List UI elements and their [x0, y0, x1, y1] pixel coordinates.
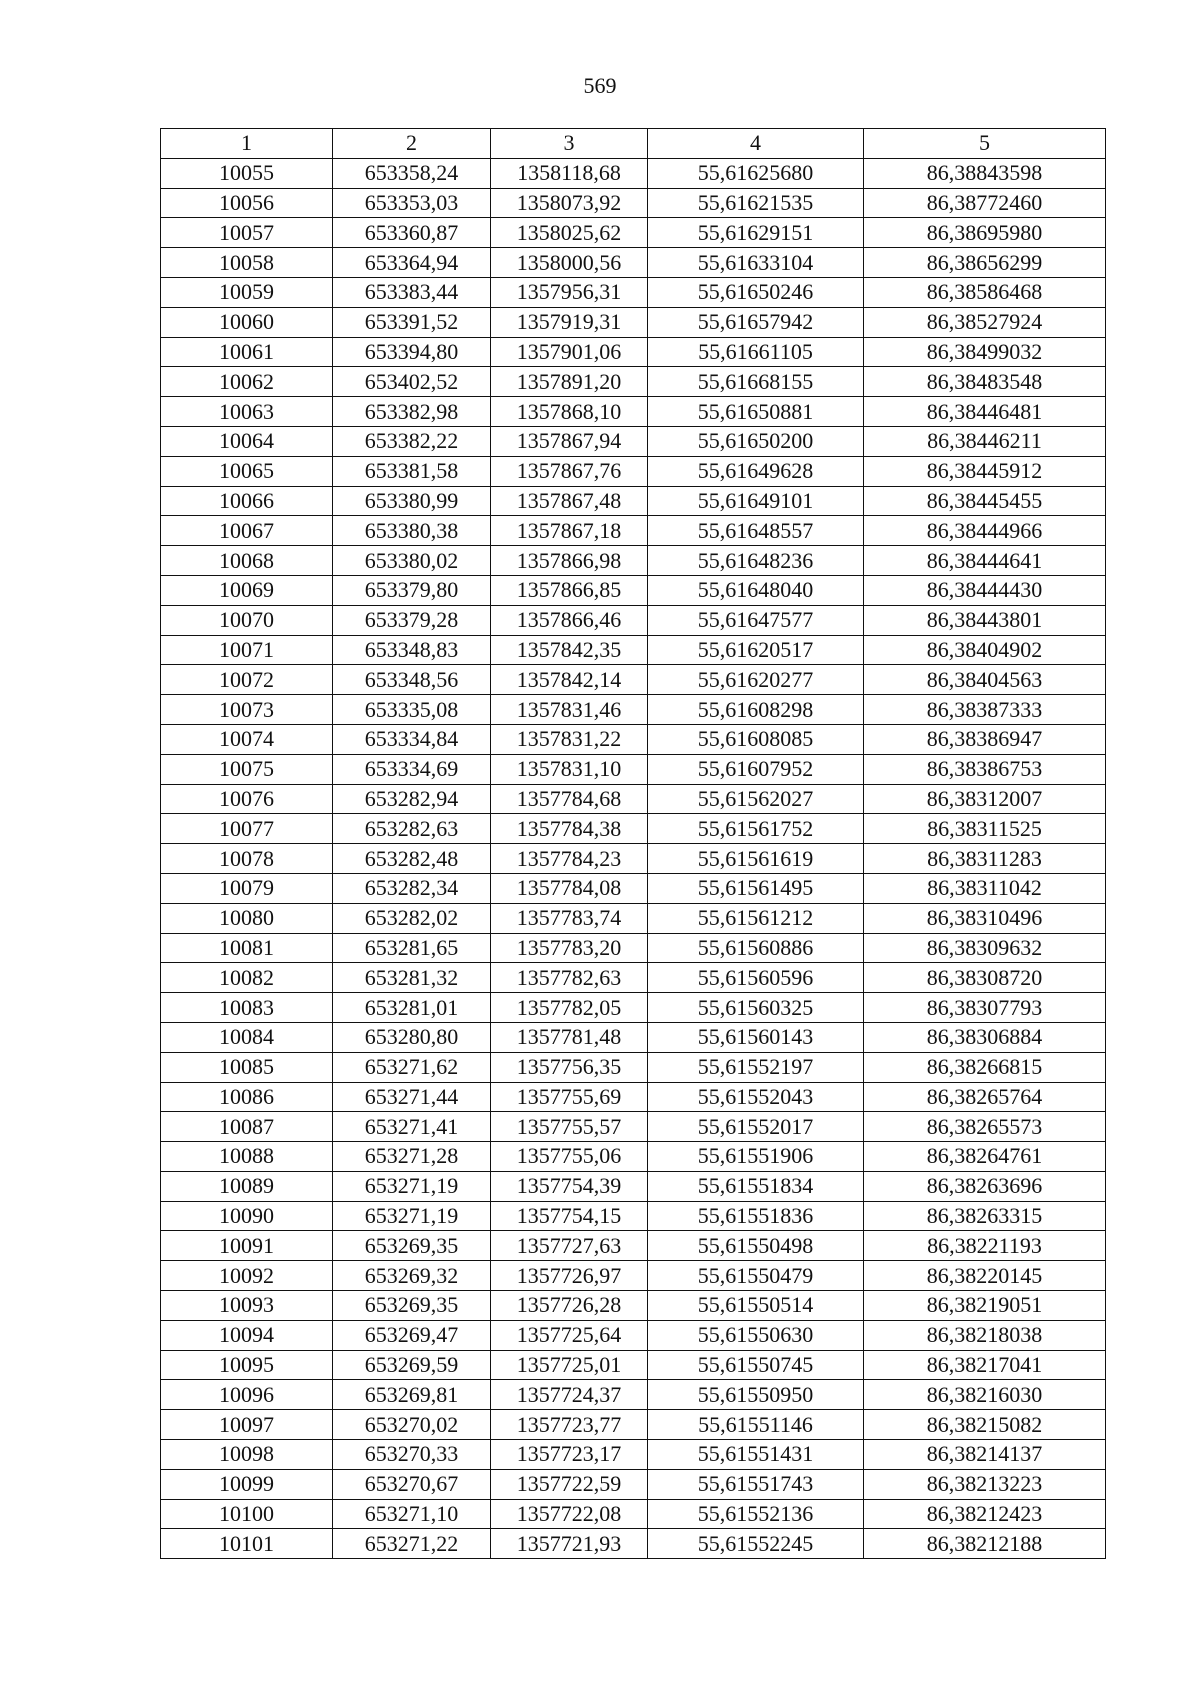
latitude-cell: 55,61561212: [648, 903, 864, 933]
page-number: 569: [583, 73, 617, 98]
latitude-cell: 55,61649628: [648, 456, 864, 486]
y-coordinate-cell: 1357755,06: [491, 1142, 648, 1172]
longitude-cell: 86,38306884: [864, 1022, 1106, 1052]
table-row: [161, 635, 1106, 665]
latitude-cell: 55,61552017: [648, 1112, 864, 1142]
table-row: [161, 1469, 1106, 1499]
latitude-cell: 55,61629151: [648, 218, 864, 248]
latitude-cell: 55,61650200: [648, 426, 864, 456]
table-row: [161, 158, 1106, 188]
x-coordinate-cell: 653380,38: [333, 516, 491, 546]
longitude-cell: 86,38444966: [864, 516, 1106, 546]
latitude-cell: 55,61551836: [648, 1201, 864, 1231]
longitude-cell: 86,38265764: [864, 1082, 1106, 1112]
x-coordinate-cell: 653271,41: [333, 1112, 491, 1142]
coordinates-table: [160, 128, 1106, 1559]
x-coordinate-cell: 653382,22: [333, 426, 491, 456]
table-row: [161, 933, 1106, 963]
table-row: [161, 248, 1106, 278]
latitude-cell: 55,61552197: [648, 1052, 864, 1082]
x-coordinate-cell: 653281,32: [333, 963, 491, 993]
x-coordinate-cell: 653381,58: [333, 456, 491, 486]
x-coordinate-cell: 653281,01: [333, 993, 491, 1023]
longitude-cell: 86,38446211: [864, 426, 1106, 456]
point-number-cell: 10071: [161, 635, 333, 665]
latitude-cell: 55,61550479: [648, 1261, 864, 1291]
latitude-cell: 55,61560325: [648, 993, 864, 1023]
latitude-cell: 55,61552245: [648, 1529, 864, 1559]
x-coordinate-cell: 653270,02: [333, 1410, 491, 1440]
point-number-cell: 10088: [161, 1142, 333, 1172]
y-coordinate-cell: 1357726,28: [491, 1291, 648, 1321]
y-coordinate-cell: 1357866,46: [491, 605, 648, 635]
table-row: [161, 1142, 1106, 1172]
point-number-cell: 10093: [161, 1291, 333, 1321]
x-coordinate-cell: 653380,99: [333, 486, 491, 516]
y-coordinate-cell: 1357783,20: [491, 933, 648, 963]
y-coordinate-cell: 1357868,10: [491, 397, 648, 427]
point-number-cell: 10064: [161, 426, 333, 456]
point-number-cell: 10069: [161, 575, 333, 605]
longitude-cell: 86,38404563: [864, 665, 1106, 695]
table-row: [161, 1261, 1106, 1291]
table-row: [161, 1082, 1106, 1112]
table-row: [161, 307, 1106, 337]
table-row: [161, 993, 1106, 1023]
latitude-cell: 55,61621535: [648, 188, 864, 218]
x-coordinate-cell: 653380,02: [333, 546, 491, 576]
point-number-cell: 10057: [161, 218, 333, 248]
x-coordinate-cell: 653353,03: [333, 188, 491, 218]
point-number-cell: 10066: [161, 486, 333, 516]
longitude-cell: 86,38266815: [864, 1052, 1106, 1082]
table-row: [161, 1380, 1106, 1410]
table-row: [161, 903, 1106, 933]
x-coordinate-cell: 653282,48: [333, 844, 491, 874]
longitude-cell: 86,38265573: [864, 1112, 1106, 1142]
longitude-cell: 86,38218038: [864, 1320, 1106, 1350]
longitude-cell: 86,38445912: [864, 456, 1106, 486]
point-number-cell: 10099: [161, 1469, 333, 1499]
x-coordinate-cell: 653269,32: [333, 1261, 491, 1291]
x-coordinate-cell: 653348,56: [333, 665, 491, 695]
longitude-cell: 86,38263696: [864, 1171, 1106, 1201]
longitude-cell: 86,38309632: [864, 933, 1106, 963]
point-number-cell: 10091: [161, 1231, 333, 1261]
point-number-cell: 10078: [161, 844, 333, 874]
x-coordinate-cell: 653335,08: [333, 695, 491, 725]
latitude-cell: 55,61608298: [648, 695, 864, 725]
x-coordinate-cell: 653271,10: [333, 1499, 491, 1529]
latitude-cell: 55,61648557: [648, 516, 864, 546]
y-coordinate-cell: 1357901,06: [491, 337, 648, 367]
x-coordinate-cell: 653282,63: [333, 814, 491, 844]
longitude-cell: 86,38312007: [864, 784, 1106, 814]
x-coordinate-cell: 653391,52: [333, 307, 491, 337]
longitude-cell: 86,38264761: [864, 1142, 1106, 1172]
point-number-cell: 10056: [161, 188, 333, 218]
point-number-cell: 10100: [161, 1499, 333, 1529]
latitude-cell: 55,61633104: [648, 248, 864, 278]
latitude-cell: 55,61657942: [648, 307, 864, 337]
point-number-cell: 10075: [161, 754, 333, 784]
x-coordinate-cell: 653271,28: [333, 1142, 491, 1172]
x-coordinate-cell: 653282,02: [333, 903, 491, 933]
longitude-cell: 86,38444641: [864, 546, 1106, 576]
latitude-cell: 55,61620277: [648, 665, 864, 695]
latitude-cell: 55,61648040: [648, 575, 864, 605]
x-coordinate-cell: 653271,19: [333, 1171, 491, 1201]
point-number-cell: 10083: [161, 993, 333, 1023]
point-number-cell: 10058: [161, 248, 333, 278]
x-coordinate-cell: 653394,80: [333, 337, 491, 367]
longitude-cell: 86,38216030: [864, 1380, 1106, 1410]
y-coordinate-cell: 1357831,22: [491, 724, 648, 754]
longitude-cell: 86,38308720: [864, 963, 1106, 993]
y-coordinate-cell: 1357784,68: [491, 784, 648, 814]
point-number-cell: 10068: [161, 546, 333, 576]
x-coordinate-cell: 653269,81: [333, 1380, 491, 1410]
y-coordinate-cell: 1357784,23: [491, 844, 648, 874]
x-coordinate-cell: 653280,80: [333, 1022, 491, 1052]
latitude-cell: 55,61551906: [648, 1142, 864, 1172]
y-coordinate-cell: 1357725,64: [491, 1320, 648, 1350]
point-number-cell: 10055: [161, 158, 333, 188]
y-coordinate-cell: 1357722,08: [491, 1499, 648, 1529]
point-number-cell: 10067: [161, 516, 333, 546]
longitude-cell: 86,38215082: [864, 1410, 1106, 1440]
y-coordinate-cell: 1357782,05: [491, 993, 648, 1023]
x-coordinate-cell: 653334,69: [333, 754, 491, 784]
longitude-cell: 86,38527924: [864, 307, 1106, 337]
latitude-cell: 55,61661105: [648, 337, 864, 367]
longitude-cell: 86,38311525: [864, 814, 1106, 844]
y-coordinate-cell: 1357866,85: [491, 575, 648, 605]
table-row: [161, 546, 1106, 576]
table-row: [161, 844, 1106, 874]
y-coordinate-cell: 1358118,68: [491, 158, 648, 188]
x-coordinate-cell: 653379,28: [333, 605, 491, 635]
point-number-cell: 10087: [161, 1112, 333, 1142]
longitude-cell: 86,38772460: [864, 188, 1106, 218]
y-coordinate-cell: 1357831,46: [491, 695, 648, 725]
x-coordinate-cell: 653269,47: [333, 1320, 491, 1350]
x-coordinate-cell: 653282,34: [333, 873, 491, 903]
header-cell: 2: [333, 129, 491, 159]
x-coordinate-cell: 653269,35: [333, 1291, 491, 1321]
point-number-cell: 10082: [161, 963, 333, 993]
longitude-cell: 86,38843598: [864, 158, 1106, 188]
table-row: [161, 337, 1106, 367]
y-coordinate-cell: 1357755,57: [491, 1112, 648, 1142]
latitude-cell: 55,61550745: [648, 1350, 864, 1380]
longitude-cell: 86,38221193: [864, 1231, 1106, 1261]
y-coordinate-cell: 1357781,48: [491, 1022, 648, 1052]
point-number-cell: 10073: [161, 695, 333, 725]
table-row: [161, 1320, 1106, 1350]
longitude-cell: 86,38386753: [864, 754, 1106, 784]
x-coordinate-cell: 653348,83: [333, 635, 491, 665]
x-coordinate-cell: 653379,80: [333, 575, 491, 605]
latitude-cell: 55,61650246: [648, 277, 864, 307]
point-number-cell: 10101: [161, 1529, 333, 1559]
latitude-cell: 55,61562027: [648, 784, 864, 814]
table-row: [161, 1231, 1106, 1261]
table-row: [161, 426, 1106, 456]
y-coordinate-cell: 1357756,35: [491, 1052, 648, 1082]
y-coordinate-cell: 1357867,48: [491, 486, 648, 516]
point-number-cell: 10063: [161, 397, 333, 427]
latitude-cell: 55,61647577: [648, 605, 864, 635]
y-coordinate-cell: 1357783,74: [491, 903, 648, 933]
point-number-cell: 10072: [161, 665, 333, 695]
x-coordinate-cell: 653281,65: [333, 933, 491, 963]
longitude-cell: 86,38219051: [864, 1291, 1106, 1321]
point-number-cell: 10092: [161, 1261, 333, 1291]
table-row: [161, 277, 1106, 307]
y-coordinate-cell: 1358073,92: [491, 188, 648, 218]
point-number-cell: 10094: [161, 1320, 333, 1350]
y-coordinate-cell: 1357754,39: [491, 1171, 648, 1201]
latitude-cell: 55,61550630: [648, 1320, 864, 1350]
longitude-cell: 86,38586468: [864, 277, 1106, 307]
point-number-cell: 10090: [161, 1201, 333, 1231]
longitude-cell: 86,38444430: [864, 575, 1106, 605]
x-coordinate-cell: 653383,44: [333, 277, 491, 307]
x-coordinate-cell: 653334,84: [333, 724, 491, 754]
longitude-cell: 86,38499032: [864, 337, 1106, 367]
x-coordinate-cell: 653282,94: [333, 784, 491, 814]
latitude-cell: 55,61551146: [648, 1410, 864, 1440]
table-row: [161, 575, 1106, 605]
y-coordinate-cell: 1357721,93: [491, 1529, 648, 1559]
longitude-cell: 86,38443801: [864, 605, 1106, 635]
table-row: [161, 814, 1106, 844]
table-row: [161, 1052, 1106, 1082]
latitude-cell: 55,61560143: [648, 1022, 864, 1052]
y-coordinate-cell: 1357784,08: [491, 873, 648, 903]
y-coordinate-cell: 1357842,35: [491, 635, 648, 665]
x-coordinate-cell: 653271,44: [333, 1082, 491, 1112]
x-coordinate-cell: 653382,98: [333, 397, 491, 427]
table-row: [161, 724, 1106, 754]
table-row: [161, 1022, 1106, 1052]
y-coordinate-cell: 1357723,17: [491, 1440, 648, 1470]
x-coordinate-cell: 653269,59: [333, 1350, 491, 1380]
longitude-cell: 86,38446481: [864, 397, 1106, 427]
y-coordinate-cell: 1357722,59: [491, 1469, 648, 1499]
latitude-cell: 55,61550950: [648, 1380, 864, 1410]
y-coordinate-cell: 1357727,63: [491, 1231, 648, 1261]
x-coordinate-cell: 653358,24: [333, 158, 491, 188]
longitude-cell: 86,38656299: [864, 248, 1106, 278]
x-coordinate-cell: 653360,87: [333, 218, 491, 248]
table-row: [161, 1350, 1106, 1380]
point-number-cell: 10070: [161, 605, 333, 635]
point-number-cell: 10081: [161, 933, 333, 963]
point-number-cell: 10098: [161, 1440, 333, 1470]
point-number-cell: 10062: [161, 367, 333, 397]
table-row: [161, 1529, 1106, 1559]
y-coordinate-cell: 1357726,97: [491, 1261, 648, 1291]
point-number-cell: 10061: [161, 337, 333, 367]
point-number-cell: 10096: [161, 1380, 333, 1410]
longitude-cell: 86,38404902: [864, 635, 1106, 665]
latitude-cell: 55,61561619: [648, 844, 864, 874]
y-coordinate-cell: 1357919,31: [491, 307, 648, 337]
x-coordinate-cell: 653402,52: [333, 367, 491, 397]
longitude-cell: 86,38307793: [864, 993, 1106, 1023]
point-number-cell: 10076: [161, 784, 333, 814]
y-coordinate-cell: 1357754,15: [491, 1201, 648, 1231]
y-coordinate-cell: 1357867,94: [491, 426, 648, 456]
point-number-cell: 10059: [161, 277, 333, 307]
longitude-cell: 86,38311042: [864, 873, 1106, 903]
table-row: [161, 188, 1106, 218]
table-row: [161, 873, 1106, 903]
y-coordinate-cell: 1357831,10: [491, 754, 648, 784]
y-coordinate-cell: 1358000,56: [491, 248, 648, 278]
y-coordinate-cell: 1357755,69: [491, 1082, 648, 1112]
y-coordinate-cell: 1357784,38: [491, 814, 648, 844]
latitude-cell: 55,61551431: [648, 1440, 864, 1470]
table-row: [161, 1410, 1106, 1440]
longitude-cell: 86,38213223: [864, 1469, 1106, 1499]
latitude-cell: 55,61561495: [648, 873, 864, 903]
header-cell: 5: [864, 129, 1106, 159]
table-row: [161, 1171, 1106, 1201]
point-number-cell: 10084: [161, 1022, 333, 1052]
point-number-cell: 10080: [161, 903, 333, 933]
x-coordinate-cell: 653270,67: [333, 1469, 491, 1499]
latitude-cell: 55,61560886: [648, 933, 864, 963]
table-row: [161, 1499, 1106, 1529]
y-coordinate-cell: 1357842,14: [491, 665, 648, 695]
latitude-cell: 55,61550514: [648, 1291, 864, 1321]
longitude-cell: 86,38217041: [864, 1350, 1106, 1380]
longitude-cell: 86,38445455: [864, 486, 1106, 516]
point-number-cell: 10074: [161, 724, 333, 754]
y-coordinate-cell: 1357724,37: [491, 1380, 648, 1410]
point-number-cell: 10060: [161, 307, 333, 337]
point-number-cell: 10089: [161, 1171, 333, 1201]
y-coordinate-cell: 1357867,18: [491, 516, 648, 546]
y-coordinate-cell: 1357782,63: [491, 963, 648, 993]
x-coordinate-cell: 653364,94: [333, 248, 491, 278]
latitude-cell: 55,61668155: [648, 367, 864, 397]
table-row: [161, 665, 1106, 695]
table-row: [161, 397, 1106, 427]
table-row: [161, 1291, 1106, 1321]
latitude-cell: 55,61625680: [648, 158, 864, 188]
latitude-cell: 55,61560596: [648, 963, 864, 993]
latitude-cell: 55,61648236: [648, 546, 864, 576]
table-row: [161, 963, 1106, 993]
longitude-cell: 86,38386947: [864, 724, 1106, 754]
header-cell: 4: [648, 129, 864, 159]
table-row: [161, 754, 1106, 784]
longitude-cell: 86,38483548: [864, 367, 1106, 397]
table-row: [161, 1440, 1106, 1470]
table-row: [161, 1112, 1106, 1142]
table-row: [161, 367, 1106, 397]
y-coordinate-cell: 1357723,77: [491, 1410, 648, 1440]
latitude-cell: 55,61607952: [648, 754, 864, 784]
y-coordinate-cell: 1357725,01: [491, 1350, 648, 1380]
longitude-cell: 86,38212423: [864, 1499, 1106, 1529]
latitude-cell: 55,61551834: [648, 1171, 864, 1201]
table-row: [161, 486, 1106, 516]
longitude-cell: 86,38214137: [864, 1440, 1106, 1470]
y-coordinate-cell: 1357956,31: [491, 277, 648, 307]
table-body: [161, 129, 1106, 1559]
y-coordinate-cell: 1357867,76: [491, 456, 648, 486]
header-cell: 1: [161, 129, 333, 159]
table-header-row: [161, 129, 1106, 159]
x-coordinate-cell: 653271,19: [333, 1201, 491, 1231]
y-coordinate-cell: 1358025,62: [491, 218, 648, 248]
latitude-cell: 55,61550498: [648, 1231, 864, 1261]
point-number-cell: 10079: [161, 873, 333, 903]
point-number-cell: 10086: [161, 1082, 333, 1112]
table-row: [161, 456, 1106, 486]
latitude-cell: 55,61552043: [648, 1082, 864, 1112]
latitude-cell: 55,61649101: [648, 486, 864, 516]
latitude-cell: 55,61608085: [648, 724, 864, 754]
point-number-cell: 10097: [161, 1410, 333, 1440]
table-row: [161, 218, 1106, 248]
x-coordinate-cell: 653271,62: [333, 1052, 491, 1082]
table-row: [161, 1201, 1106, 1231]
latitude-cell: 55,61620517: [648, 635, 864, 665]
table-row: [161, 695, 1106, 725]
longitude-cell: 86,38311283: [864, 844, 1106, 874]
longitude-cell: 86,38212188: [864, 1529, 1106, 1559]
longitude-cell: 86,38220145: [864, 1261, 1106, 1291]
point-number-cell: 10077: [161, 814, 333, 844]
table-row: [161, 784, 1106, 814]
x-coordinate-cell: 653270,33: [333, 1440, 491, 1470]
y-coordinate-cell: 1357866,98: [491, 546, 648, 576]
latitude-cell: 55,61650881: [648, 397, 864, 427]
longitude-cell: 86,38387333: [864, 695, 1106, 725]
table-row: [161, 605, 1106, 635]
header-cell: 3: [491, 129, 648, 159]
point-number-cell: 10095: [161, 1350, 333, 1380]
longitude-cell: 86,38695980: [864, 218, 1106, 248]
latitude-cell: 55,61561752: [648, 814, 864, 844]
x-coordinate-cell: 653271,22: [333, 1529, 491, 1559]
point-number-cell: 10085: [161, 1052, 333, 1082]
latitude-cell: 55,61551743: [648, 1469, 864, 1499]
point-number-cell: 10065: [161, 456, 333, 486]
table-row: [161, 516, 1106, 546]
y-coordinate-cell: 1357891,20: [491, 367, 648, 397]
longitude-cell: 86,38310496: [864, 903, 1106, 933]
x-coordinate-cell: 653269,35: [333, 1231, 491, 1261]
latitude-cell: 55,61552136: [648, 1499, 864, 1529]
longitude-cell: 86,38263315: [864, 1201, 1106, 1231]
